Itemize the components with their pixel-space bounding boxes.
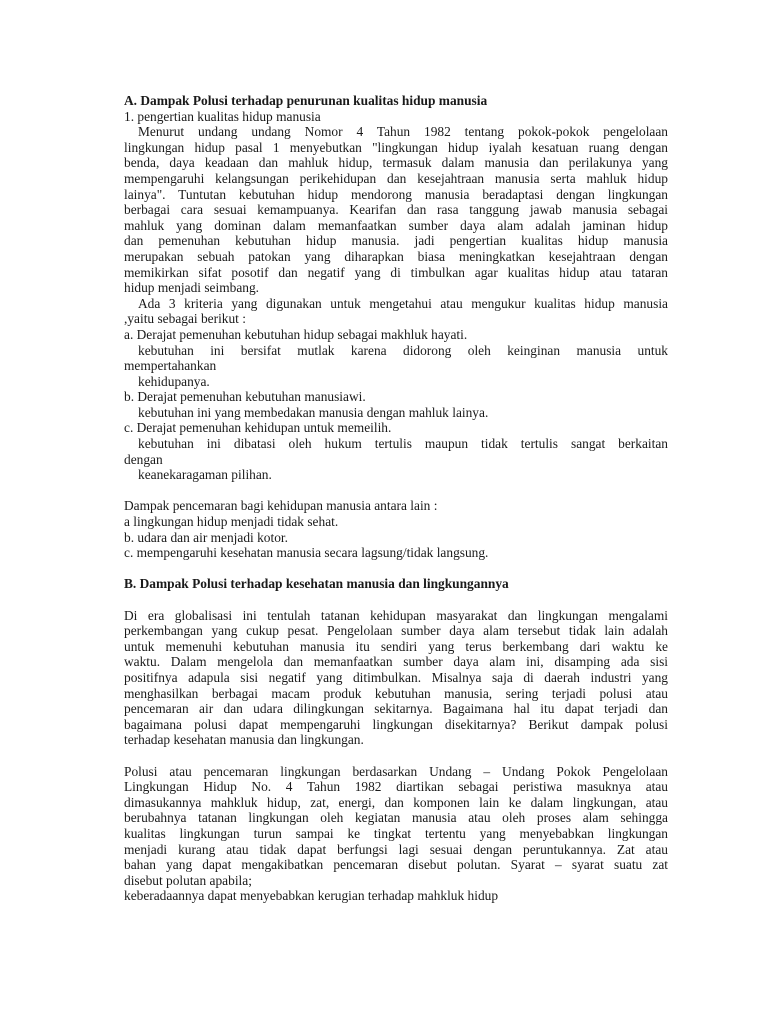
spacer [124, 483, 668, 499]
para-line: perkembangan yang cukup pesat. Pengelolaan sumber daya alam tersebut tidak lain adalah [124, 623, 668, 639]
impact-item: c. mempengaruhi kesehatan manusia secara lagsung/tidak langsung. [124, 545, 489, 561]
para-line: berubahnya tatanan lingkungan oleh kegiatan manusia atau oleh proses alam sehingga [124, 810, 668, 826]
para-line: Lingkungan Hidup No. 4 Tahun 1982 diartikan sebagai peristiwa masuknya atau [124, 779, 668, 795]
para-line: Di era globalisasi ini tentulah tatanan kehidupan masyarakat dan lingkungan mengalami [124, 607, 668, 623]
criteria-desc: mempertahankan [124, 358, 217, 374]
criteria-title: a. Derajat pemenuhan kebutuhan hidup sebagai makhluk hayati. [124, 326, 468, 342]
para-line: hidup menjadi seimbang. [124, 280, 259, 296]
para-line: menjadi kurang atau tidak dapat berfungsi lagi sesuai dengan peruntukannya. Zat atau [124, 841, 668, 857]
para-line: kualitas lingkungan turun sampai ke tingkat tertentu yang menyebabkan lingkungan [124, 825, 668, 841]
para-line: dimasukannya mahkluk hidup, zat, energi, dan komponen lain ke dalam lingkungan, atau [124, 794, 668, 810]
para-line: ,yaitu sebagai berikut : [124, 311, 246, 327]
para-line: untuk memenuhi kebutuhan manusia itu sendiri yang terus berkembang dari waktu ke [124, 638, 668, 654]
impact-item: a lingkungan hidup menjadi tidak sehat. [124, 514, 339, 530]
para-line: bahan yang dapat mengakibatkan pencemaran disebut polutan. Syarat – syarat suatu zat [124, 857, 668, 873]
para-line: keberadaannya dapat menyebabkan kerugian terhadap mahkluk hidup [124, 888, 499, 904]
para-line: disebut polutan apabila; [124, 872, 252, 888]
spacer [124, 561, 668, 577]
para-line: Ada 3 kriteria yang digunakan untuk mengetahui atau mengukur kualitas hidup manusia [138, 295, 668, 311]
para-line: memikirkan sifat posotif dan negatif yang di timbulkan agar kualitas hidup atau tataran [124, 264, 668, 280]
criteria-desc: keanekaragaman pilihan. [138, 467, 272, 483]
impact-intro: Dampak pencemaran bagi kehidupan manusia antara lain : [124, 498, 438, 514]
criteria-desc: kebutuhan ini bersifat mutlak karena didorong oleh keinginan manusia untuk [138, 342, 668, 358]
spacer [124, 592, 668, 608]
para-line: lingkungan hidup pasal 1 menyebutkan "lingkungan hidup iyalah kesatuan ruang dengan [124, 139, 668, 155]
para-line: Polusi atau pencemaran lingkungan berdasarkan Undang – Undang Pokok Pengelolaan [124, 763, 668, 779]
para-line: Menurut undang undang Nomor 4 Tahun 1982 tentang pokok-pokok pengelolaan [138, 124, 668, 140]
para-line: waktu. Dalam mengelola dan memanfaatkan sumber daya alam ini, disamping ada sisi [124, 654, 668, 670]
section-a-subheading: 1. pengertian kualitas hidup manusia [124, 108, 321, 124]
para-line: bagaimana polusi dapat mempengaruhi lingkungan disekitarnya? Berikut dampak polusi [124, 716, 668, 732]
para-line: terhadap kesehatan manusia dan lingkungan. [124, 732, 364, 748]
spacer [124, 748, 668, 764]
criteria-title: c. Derajat pemenuhan kehidupan untuk memeilih. [124, 420, 392, 436]
section-b-heading: B. Dampak Polusi terhadap kesehatan manusia dan lingkungannya [124, 576, 509, 592]
impact-item: b. udara dan air menjadi kotor. [124, 529, 288, 545]
para-line: menghasilkan berbagai macam produk kebutuhan manusia, sering terjadi polusi atau [124, 685, 668, 701]
para-line: mahluk yang dominan dalam memanfaatkan sumber daya alam adalah jaminan hidup [124, 217, 668, 233]
para-line: merupakan sebuah patokan yang diharapkan biasa meningkatkan kesejahtraan dengan [124, 248, 668, 264]
para-line: positifnya adapula sisi negatif yang ditimbulkan. Misalnya saja di daerah industri yang [124, 669, 668, 685]
criteria-title: b. Derajat pemenuhan kebutuhan manusiawi. [124, 389, 366, 405]
para-line: mempengaruhi kelangsungan perikehidupan dan kesejahtraan manusia serta mahluk hidup [124, 170, 668, 186]
para-line: lainya". Tuntutan kebutuhan hidup mendorong manusia beradaptasi dengan lingkungan [124, 186, 668, 202]
criteria-desc: kehidupanya. [138, 373, 210, 389]
criteria-desc: dengan [124, 451, 163, 467]
para-line: benda, daya keadaan dan mahluk hidup, termasuk dalam manusia dan perilakunya yang [124, 155, 668, 171]
criteria-desc: kebutuhan ini yang membedakan manusia dengan mahluk lainya. [138, 404, 489, 420]
criteria-desc: kebutuhan ini dibatasi oleh hukum tertulis maupun tidak tertulis sangat berkaitan [138, 436, 668, 452]
para-line: dan pemenuhan kebutuhan hidup manusia. jadi pengertian kualitas hidup manusia [124, 233, 668, 249]
para-line: pencemaran air dan udara dilingkungan sekitarnya. Bagaimana hal itu dapat terjadi dan [124, 701, 668, 717]
section-a-heading: A. Dampak Polusi terhadap penurunan kualitas hidup manusia [124, 93, 488, 108]
para-line: berbagai cara sesuai kemampuanya. Kearifan dan rasa tanggung jawab manusia sebagai [124, 202, 668, 218]
